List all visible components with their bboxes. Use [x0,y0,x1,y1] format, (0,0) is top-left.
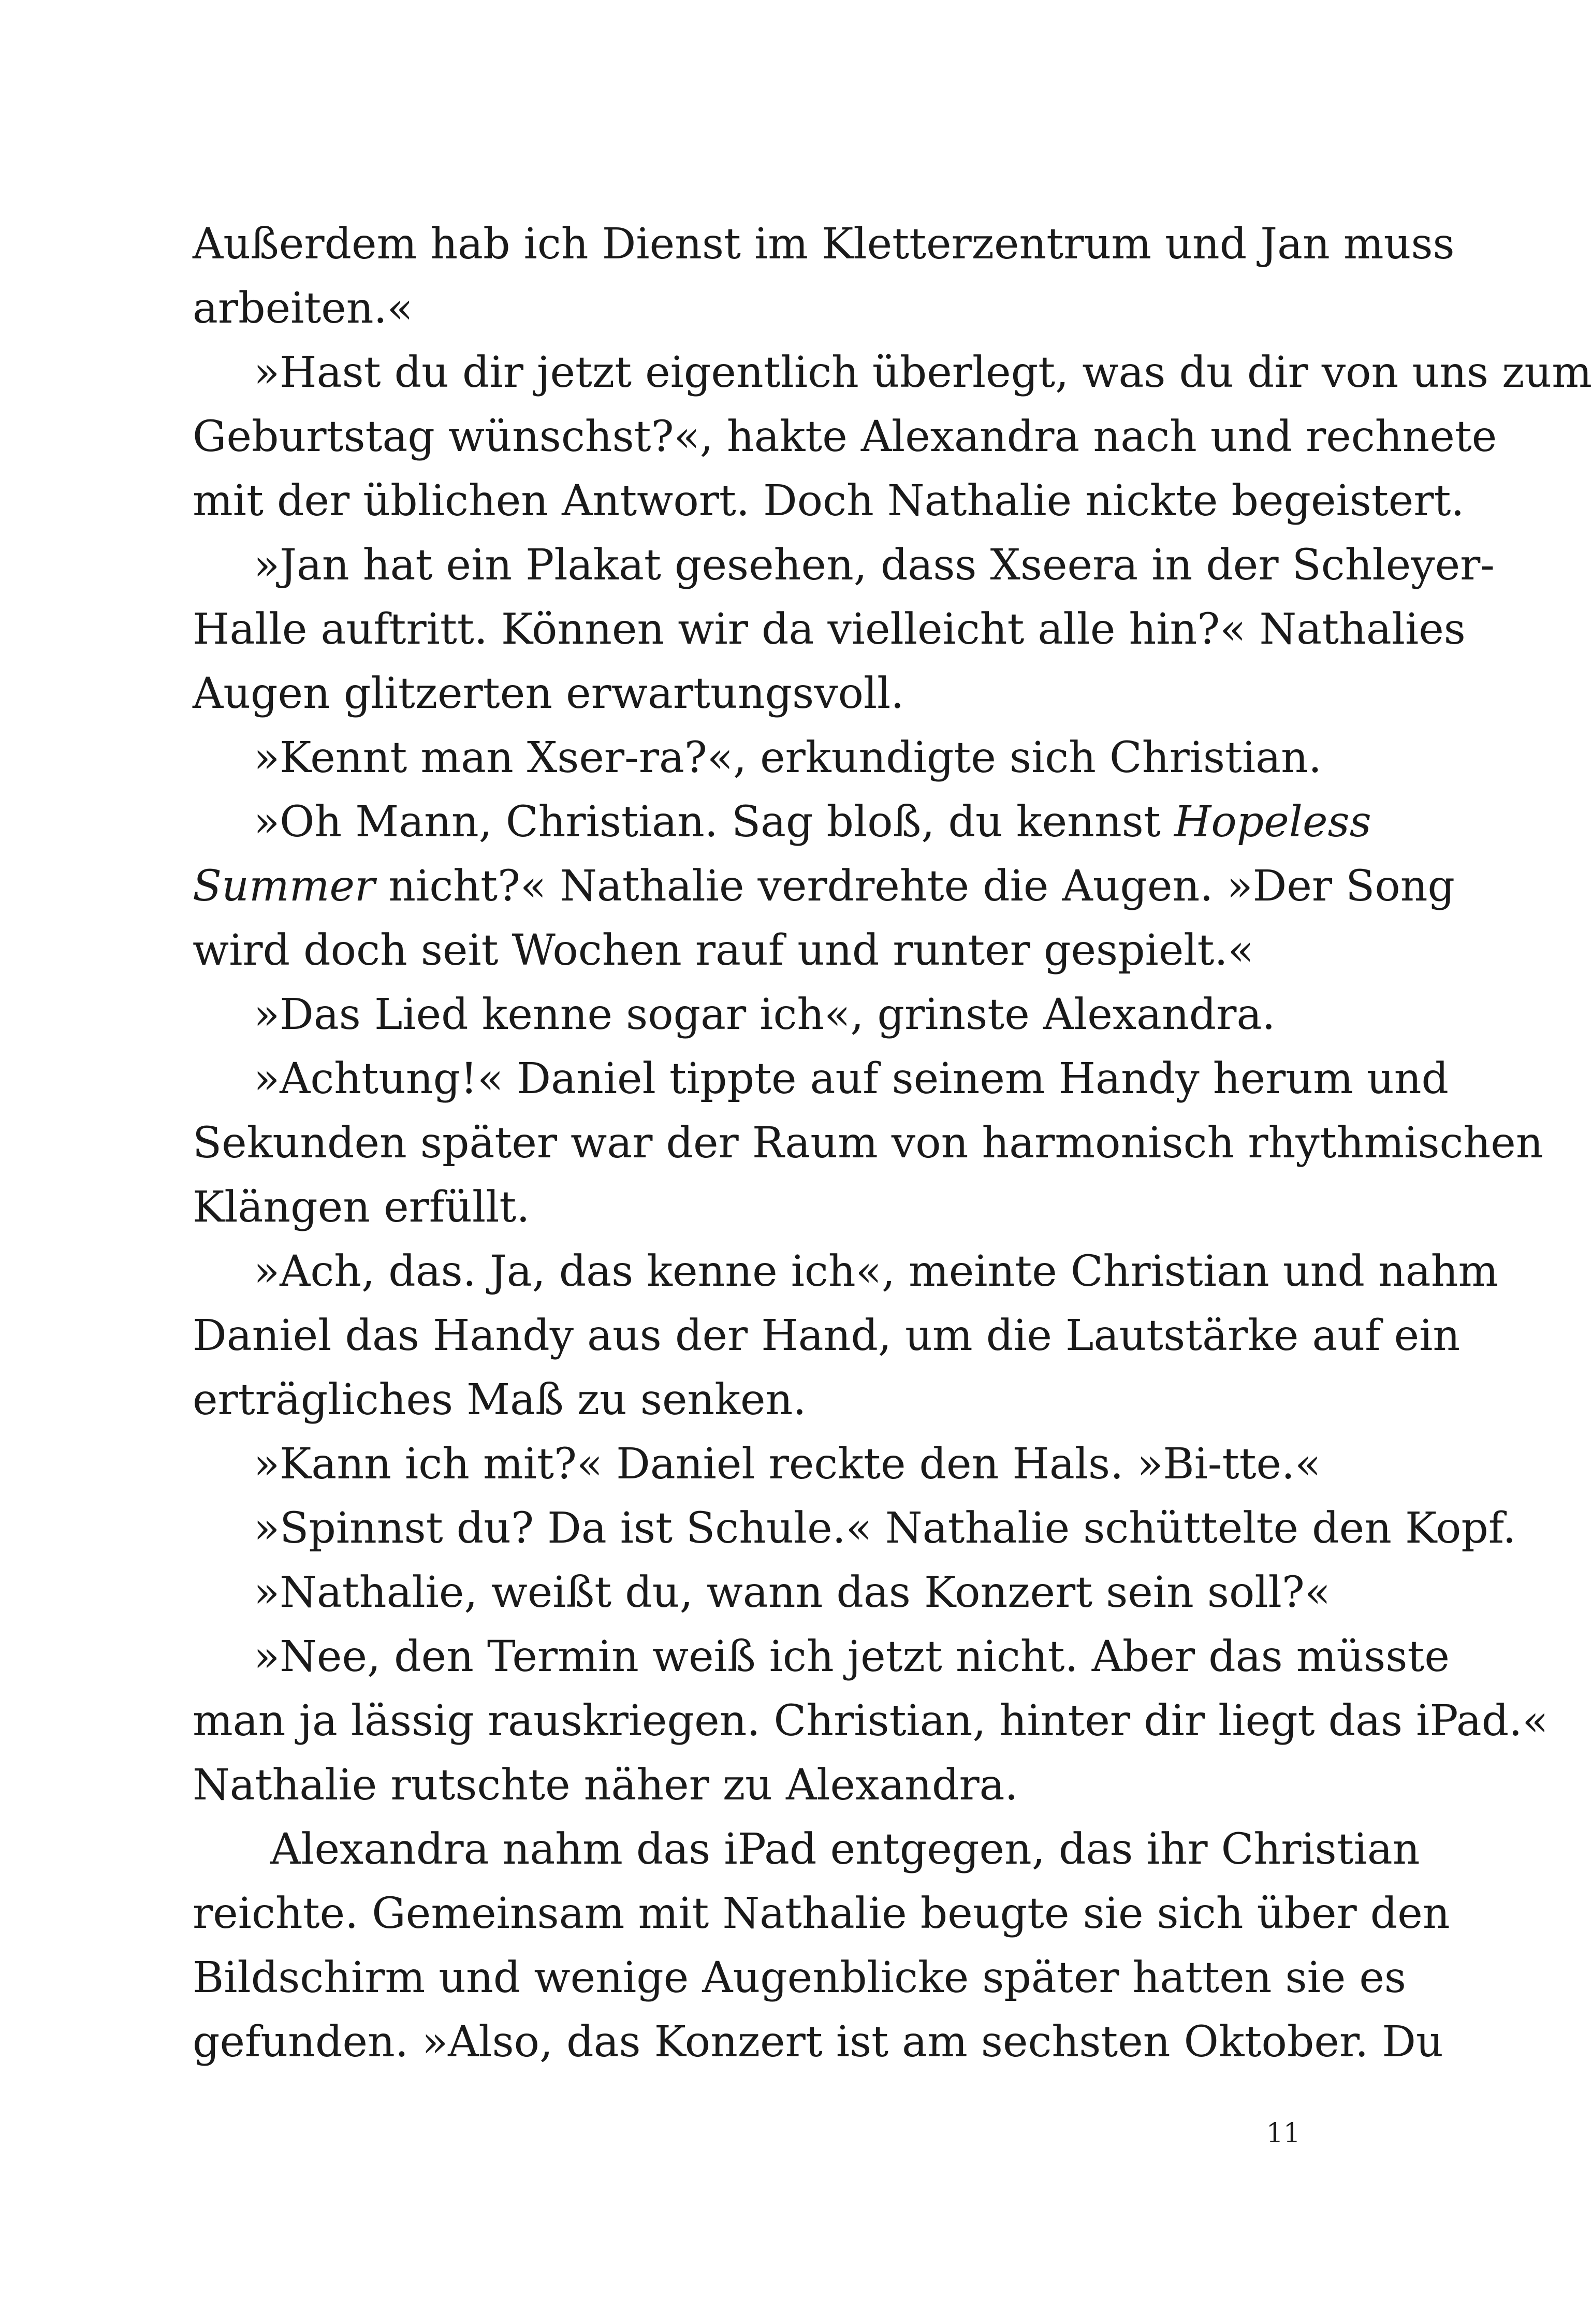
text-line [193,790,1371,854]
text-line: »Kennt man Xser-ra?«, erkundigte sich Christian. [254,733,1322,782]
text-line: Bildschirm und wenige Augenblicke später hatten sie es [193,1953,1407,2002]
italic-title-run: Summer [193,862,375,911]
text-line: man ja lässig rauskriegen. Christian, hinter dir liegt das iPad.« [193,1696,1549,1746]
text-line: mit der üblichen Antwort. Doch Nathalie nickte begeistert. [193,476,1465,526]
italic-title-run: Hopeless [1174,797,1371,847]
text-line: Außerdem hab ich Dienst im Kletterzentrum und Jan muss [193,220,1455,269]
text-line: »Das Lied kenne sogar ich«, grinste Alexandra. [254,990,1276,1039]
text-line: »Ach, das. Ja, das kenne ich«, meinte Christian und nahm [254,1247,1499,1296]
text-line: Alexandra nahm das iPad entgegen, das ihr Christian [270,1825,1420,1874]
text-line: »Nee, den Termin weiß ich jetzt nicht. Aber das müsste [254,1632,1450,1681]
text-line: Nathalie rutschte näher zu Alexandra. [193,1761,1018,1810]
text-line: »Spinnst du? Da ist Schule.« Nathalie schüttelte den Kopf. [254,1504,1516,1553]
text-line: Sekunden später war der Raum von harmonisch rhythmischen [193,1119,1543,1168]
text-run: »Oh Mann, Christian. Sag bloß, du kennst [254,797,1174,847]
text-line [193,854,1455,919]
text-line: »Kann ich mit?« Daniel reckte den Hals. »Bi-tte.« [254,1440,1321,1489]
text-line: »Hast du dir jetzt eigentlich überlegt, was du dir von uns zum [254,348,1592,397]
text-line: Klängen erfüllt. [193,1183,530,1232]
text-line: erträgliches Maß zu senken. [193,1375,807,1425]
text-line: »Achtung!« Daniel tippte auf seinem Handy herum und [254,1054,1449,1103]
text-run: nicht?« Nathalie verdrehte die Augen. »Der Song [375,862,1455,911]
text-line: »Nathalie, weißt du, wann das Konzert sein soll?« [254,1568,1331,1617]
text-line: gefunden. »Also, das Konzert ist am sechsten Oktober. Du [193,2017,1443,2067]
text-line: Daniel das Handy aus der Hand, um die Lautstärke auf ein [193,1311,1460,1360]
text-line: Augen glitzerten erwartungsvoll. [193,669,904,718]
text-line: reichte. Gemeinsam mit Nathalie beugte sie sich über den [193,1889,1450,1938]
text-line: arbeiten.« [193,284,413,333]
text-line: wird doch seit Wochen rauf und runter gespielt.« [193,926,1254,975]
text-line: Geburtstag wünschst?«, hakte Alexandra nach und rechnete [193,412,1497,461]
text-line: Halle auftritt. Können wir da vielleicht alle hin?« Nathalies [193,605,1466,654]
page-number: 11 [1266,2118,1301,2149]
text-line: »Jan hat ein Plakat gesehen, dass Xseera in der Schleyer- [254,541,1495,590]
